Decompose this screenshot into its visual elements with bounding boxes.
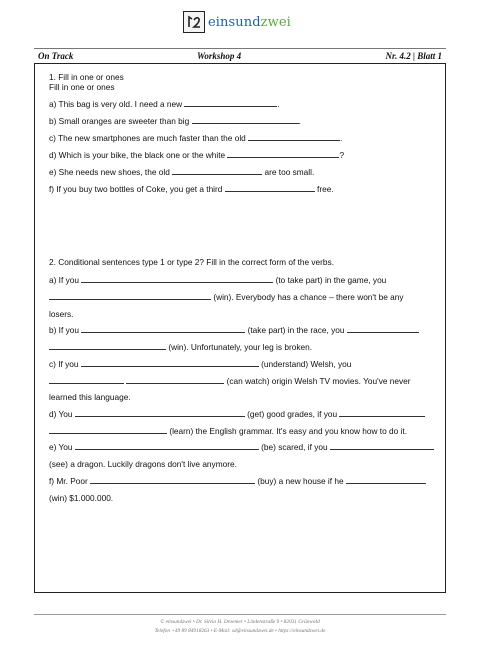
ex1-d-end: ? xyxy=(339,150,345,160)
ex2-d-blank2[interactable] xyxy=(339,409,425,417)
ex2-f-blank1[interactable] xyxy=(90,476,255,484)
ex1-c-end: . xyxy=(340,133,343,143)
ex2-b-blank1[interactable] xyxy=(81,325,245,333)
ex1-a-end: . xyxy=(277,99,280,109)
header-rule xyxy=(34,48,446,49)
ex2-a-text2: (to take part) in the game, you xyxy=(275,275,387,285)
ex1-c-blank[interactable] xyxy=(248,133,343,143)
ex1-item-b xyxy=(49,116,301,126)
ex1-d-text: d) Which is your bike, the black one or the white xyxy=(49,150,226,160)
ex1-item-a xyxy=(49,99,280,109)
ex1-b-blank[interactable] xyxy=(192,116,299,124)
ex2-e-line1 xyxy=(49,442,434,452)
logo-glyph-icon xyxy=(185,13,203,31)
ex1-e-end: are too small. xyxy=(264,167,315,177)
ex2-f-text2: (buy) a new house if he xyxy=(257,476,344,486)
ex1-f-blank[interactable] xyxy=(225,184,315,192)
ex2-a-line1 xyxy=(49,275,386,285)
ex2-a-text3: (win). Everybody has a chance – there won't be any xyxy=(213,292,404,302)
ex1-e-text: e) She needs new shoes, the old xyxy=(49,167,170,177)
ex1-item-d xyxy=(49,150,344,160)
ex2-b-blank2[interactable] xyxy=(347,325,419,333)
ex2-f-blank2[interactable] xyxy=(346,476,426,484)
ex2-e-blank2[interactable] xyxy=(330,442,434,450)
ex2-b-text2: (take part) in the race, you xyxy=(247,325,345,335)
ex1-a-text: a) This bag is very old. I need a new xyxy=(49,99,183,109)
ex1-item-f xyxy=(49,184,334,194)
ex2-a-line3: losers. xyxy=(49,309,74,319)
one-two-logo-icon xyxy=(183,11,205,33)
ex2-a-blank2[interactable] xyxy=(49,292,211,300)
ex2-c-line3: learned this language. xyxy=(49,392,131,402)
ex2-b-line2 xyxy=(49,342,312,352)
ex1-c-text: c) The new smartphones are much faster than the old xyxy=(49,133,246,143)
ex2-c-blank1[interactable] xyxy=(81,359,259,367)
logo-wordmark xyxy=(208,15,291,30)
ex2-e-blank1[interactable] xyxy=(75,442,259,450)
ex2-c-text2: (understand) Welsh, you xyxy=(261,359,352,369)
ex2-a-text: a) If you xyxy=(49,275,79,285)
ex1-f-end: free. xyxy=(317,184,334,194)
ex2-e-text: e) You xyxy=(49,442,73,452)
ex2-d-text2: (get) good grades, if you xyxy=(247,409,338,419)
ex2-e-text2: (be) scared, if you xyxy=(261,442,328,452)
ex2-f-text: f) Mr. Poor xyxy=(49,476,88,486)
ex2-c-line1 xyxy=(49,359,351,369)
footer-address: © einsundzwei • Dr. Silvia H. Droemer • Lindenstraße 9 • 82031 Grünwald xyxy=(160,619,320,625)
header-workshop: Workshop 4 xyxy=(197,51,242,61)
logo-text-part1: einsund xyxy=(208,14,261,30)
ex2-d-blank3[interactable] xyxy=(49,426,167,434)
header-course: On Track xyxy=(38,51,74,61)
ex2-c-blank3[interactable] xyxy=(126,376,224,384)
ex1-b-end: . xyxy=(298,116,301,126)
ex2-b-line1 xyxy=(49,325,419,335)
logo-text-part2: zwei xyxy=(260,14,291,30)
ex2-d-line1 xyxy=(49,409,425,419)
ex1-a-blank[interactable] xyxy=(184,99,280,109)
exercise1-title: 1. Fill in one or ones xyxy=(49,72,124,82)
ex2-d-text: d) You xyxy=(49,409,73,419)
ex1-item-e xyxy=(49,167,314,177)
ex2-f-line1 xyxy=(49,476,426,486)
ex2-a-line2 xyxy=(49,292,404,302)
ex1-b-text: b) Small oranges are sweeter than big xyxy=(49,116,190,126)
ex2-d-line2 xyxy=(49,426,407,436)
ex2-c-line2 xyxy=(49,376,411,386)
ex2-b-text: b) If you xyxy=(49,325,79,335)
footer-rule xyxy=(34,614,446,615)
ex2-a-blank1[interactable] xyxy=(81,275,273,283)
ex2-d-text3: (learn) the English grammar. It's easy and you know how to do it. xyxy=(169,426,408,436)
exercise2-title: 2. Conditional sentences type 1 or type 2? Fill in the correct form of the verbs. xyxy=(49,257,335,267)
ex1-e-blank[interactable] xyxy=(172,167,262,175)
ex1-d-blank[interactable] xyxy=(227,150,339,158)
ex2-c-blank2[interactable] xyxy=(49,376,124,384)
footer-contact: Telefon +49 89 84918263 • E-Mail: sd@einsundzwei.de • https://einsundzwei.de xyxy=(154,628,326,634)
header-sheet-number: Nr. 4.2 | Blatt 1 xyxy=(385,51,442,61)
ex1-item-c xyxy=(49,133,342,143)
ex1-f-text: f) If you buy two bottles of Coke, you get a third xyxy=(49,184,223,194)
ex2-e-line2: (see) a dragon. Luckily dragons don't live anymore. xyxy=(49,459,237,469)
ex2-d-blank1[interactable] xyxy=(75,409,245,417)
ex2-c-text: c) If you xyxy=(49,359,79,369)
ex2-b-blank3[interactable] xyxy=(49,342,166,350)
logo xyxy=(183,10,293,34)
exercise1-subtitle: Fill in one or ones xyxy=(49,82,115,92)
ex2-c-text3: (can watch) origin Welsh TV movies. You've never xyxy=(226,376,411,386)
ex2-b-text3: (win). Unfortunately, your leg is broken. xyxy=(168,342,313,352)
ex2-f-line2: (win) $1.000.000. xyxy=(49,493,114,503)
